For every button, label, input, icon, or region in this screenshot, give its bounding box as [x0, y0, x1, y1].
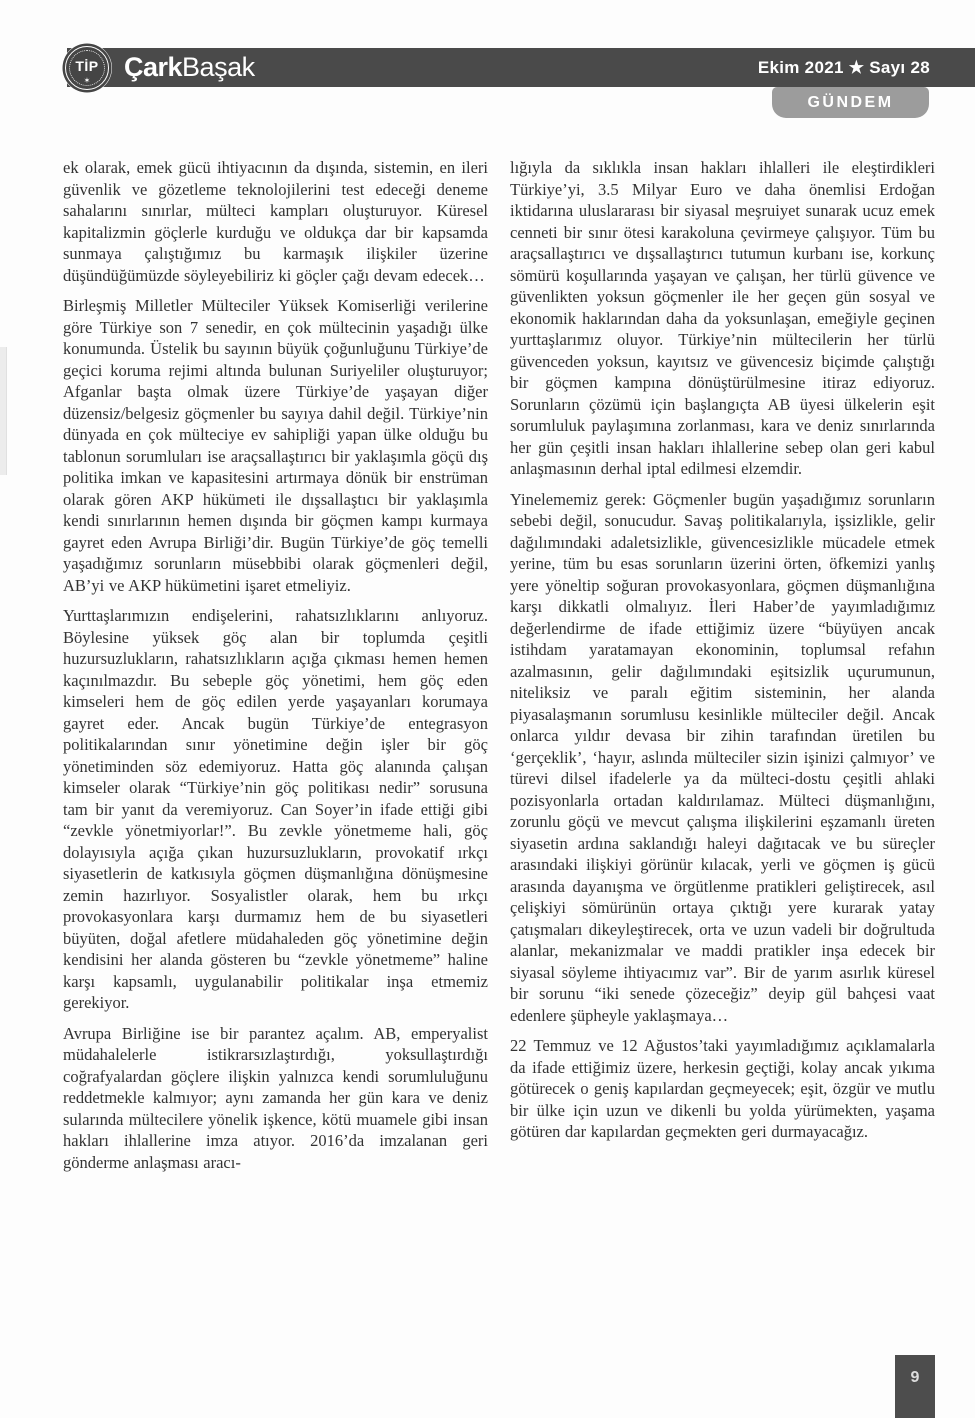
- paragraph: lığıyla da sıklıkla insan hakları ihlalleri ile eleştirdikleri Türkiye’yi, 3.5 Milyar Euro ve daha önemlisi Erdoğan iktidarına uluslararası bir siyasal meşruiyet sunarak ucuz emek cenneti bir sınır ötesi karakoluna çevirmeye çalışıyor. Tüm bu araçsallaştırıcı ve dışsallaştırıcı tutumun kurbanı ise, korkunç sömürü koşullarında yaşayan ve çalışan, her türlü güvence ve güvenlikten yoksun göçmenler ile her geçen gün sosyal ve ekonomik haklarından daha da yoksunlaşan, emeğiyle geçinen yurttaşlarımız oluyor. Türkiye’nin mültecilerin her türlü güvenceden yoksun, kayıtsız ve güvencesiz biçimde çalıştığı bir göçmen kampına dönüştürülmesine itiraz ediyoruz. Sorunların çözümü için başlangıçta AB üyesi ülkelerin eşit sorumluluk paylaşımına zorlanması, kara ve deniz sınırlarında her gün çeşitli insan hakları ihlallerine sebep olan geri kabul anlaşmasının derhal iptal edilmesi elzemdir.: [510, 158, 935, 478]
- magazine-wordmark: [124, 48, 255, 87]
- logo-acronym: TİP: [75, 58, 99, 74]
- paragraph: Yurttaşlarımızın endişelerini, rahatsızlıklarını anlıyoruz. Böylesine yüksek göç alan bir toplumda çeşitli huzursuzlukların, rahatsızlıkların açığa çıkması hemen hemen kaçınılmazdır. Bu sebeple göç yönetimi, hem göç eden kimseleri hem de göç edilen yerde yaşayanları korumaya gayret eder. Ancak bugün Türkiye’de entegrasyon politikalarından sınır yönetimine değin işler bir göç yönetiminden söz edemiyoruz. Hatta göç alanında çalışan kimseler olarak “Türkiye’nin göç politikası nedir” sorusuna tam bir yanıt da veremiyoruz. Can Soyer’in ifade ettiği gibi “zevkle yönetmiyorlar!”. Bu zevkle yönetmeme hali, göç dolayısıyla açığa çıkan huzursuzlukların, provokatif ırkçı siyasetlerin de katkısıyla göçmen düşmanlığına dönüşmesine zemin hazırlıyor. Sosyalistler olarak, hem bu ırkçı provokasyonlara karşı durmamız hem de bu siyasetleri büyüten, doğal afetlere müdahaleden göç yönetimine değin kendisini her alanda gösteren bu “zevkle yönetmeme” haline karşı kapsamlı, uygulanabilir politikalar inşa etmemiz gerekiyor.: [63, 606, 488, 1012]
- article-body: [63, 157, 935, 1182]
- paragraph: ek olarak, emek gücü ihtiyacının da dışında, sistemin, en ileri güvenlik ve gözetleme teknolojilerini test edeceği deneme sahalarını sınırlar, mülteci kampları oluşturuyor. Küresel kapitalizmin göçlerle kurduğu ve oldukça dar bir kapsamda sunmaya çalıştığımız bu karmaşık ilişkiler üzerine düşündüğümüzde söyleyebiliriz ki göçler çağı devam edecek…: [63, 158, 488, 285]
- tip-party-logo: [62, 43, 112, 93]
- wordmark-light-part: Başak: [182, 52, 255, 82]
- left-column: [63, 157, 488, 1182]
- section-badge-gundem: GÜNDEM: [772, 87, 929, 118]
- paragraph: Yinelememiz gerek: Göçmenler bugün yaşadığımız sorunların sebebi değil, sonucudur. Savaş politikalarıyla, işsizlikle, gelir dağılımındaki adaletsizlikle, güvencesizlikle mücadele etmek yerine, tüm bu esas sorunların üzerini örten, öfkemizi yanlış yere yöneltip soğuran provokasyonlara, göçmen düşmanlığına karşı dikkatli olmalıyız. İleri Haber’de yayımladığımız değerlendirme de ifade ettiğimiz üzere “büyüyen ancak istihdam yaratamayan ekonominin, toplumsal refahın azalmasının, gelir dağılımındaki eşitsizlik uçurumunun, niteliksiz ve paralı eğitim sisteminin, her alanda piyasalaşmanın sorumlusu kesinlikle mülteciler değil. Ancak onlarca yıldır devasa bir zihin tarafından üretilen bu ‘gerçeklik’, ‘hayır, aslında mülteciler sizin işinizi çalmıyor’ ve türevi dilsel ifadelerle ya da mülteci-dostu çeşitli ahlaki pozisyonlarla ortadan kaldırılamaz. Mülteci düşmanlığını, zorunlu göçü ve mevcut çalışma ilişkilerini eşzamanlı üreten siyasetin ardına saklandığı haleyi dağıtacak ve bu süreçler arasındaki ilişkiyi görünür kılacak, yerli ve göçmen iş gücü arasında dayanışma ve örgütlenme pratikleri geliştirecek, asıl çelişkiyi sömürünün ortaya çıktığı yere kurarak yatay çatışmaları dikeyleştirecek, orta ve uzun vadeli bir doğrultuda alanlar, mekanizmalar ve maddi pratikler inşa edecek bir siyasal söyleme ihtiyacımız var”. Bir de yarım asırlık küresel bir sorunu “iki senede çözeceğiz” deyip gül bahçesi vaat edenlere şüpheyle yaklaşmaya…: [510, 489, 935, 1025]
- page-number-box: [895, 1355, 935, 1418]
- scan-edge-artifact: [0, 347, 7, 475]
- issue-date-label: Ekim 2021 ★ Sayı 28: [757, 57, 930, 77]
- paragraph: 22 Temmuz ve 12 Ağustos’taki yayımladığımız açıklamalarla da ifade ettiğimiz üzere, herkesin geçtiği, kolay ancak yıkıma götürecek o geniş kapılardan geçmeyecek; eşit, özgür ve mutlu bir ülke için uzun ve dikenli bu yolda yürümekten, yaşama götüren dar kapılardan geçmekten geri durmayacağız.: [510, 1036, 935, 1141]
- page-number: 9: [910, 1369, 920, 1386]
- tip-emblem-icon: [65, 46, 109, 90]
- wordmark-bold-part: Çark: [124, 52, 183, 82]
- right-column: [510, 157, 935, 1182]
- star-icon: ✶: [83, 76, 91, 85]
- paragraph: Avrupa Birliğine ise bir parantez açalım. AB, emperyalist müdahalelerle istikrarsızlaştırdığı, yoksullaştırdığı coğrafyalardan göçlere ilişkin yalnızca kendi sorumluluğunu reddetmekle kalmıyor; aynı zamanda her gün kara ve deniz sularında mültecilere yönelik işkence, kötü muamele gibi insan hakları ihlallerine imza atıyor. 2016’da imzalanan geri gönderme anlaşması aracı-: [63, 1023, 488, 1172]
- paragraph: Birleşmiş Milletler Mülteciler Yüksek Komiserliği verilerine göre Türkiye son 7 senedir, en çok mültecinin yaşadığı ülke konumunda. Üstelik bu sayının büyük çoğunluğunu Türkiye’de geçici koruma rejimi altında bulunan Suriyeliler oluşturuyor; Afganlar başta olmak üzere Türkiye’de yaşayan diğer düzensiz/belgesiz göçmenler bu sayıya dahil değil. Türkiye’nin dünyada en çok mülteciye ev sahipliği yapan ülke olduğu bu tablonun sorumluları ise araçsallaştırıcı bir yaklaşımla göçü dış politika imkan ve kapasitesini artırmaya dönük bir enstrüman olarak gören AKP hükümeti ile dışsallaştıcı bir yaklaşımla kendi sınırlarının hemen dışında bir göçmen kampı kurmaya gayret eden Avrupa Birliği’dir. Bugün Türkiye’de göç temelli yaşadığımız sorunların müsebbibi olarak göçmenleri değil, AB’yi ve AKP hükümetini işaret etmeliyiz.: [63, 296, 488, 595]
